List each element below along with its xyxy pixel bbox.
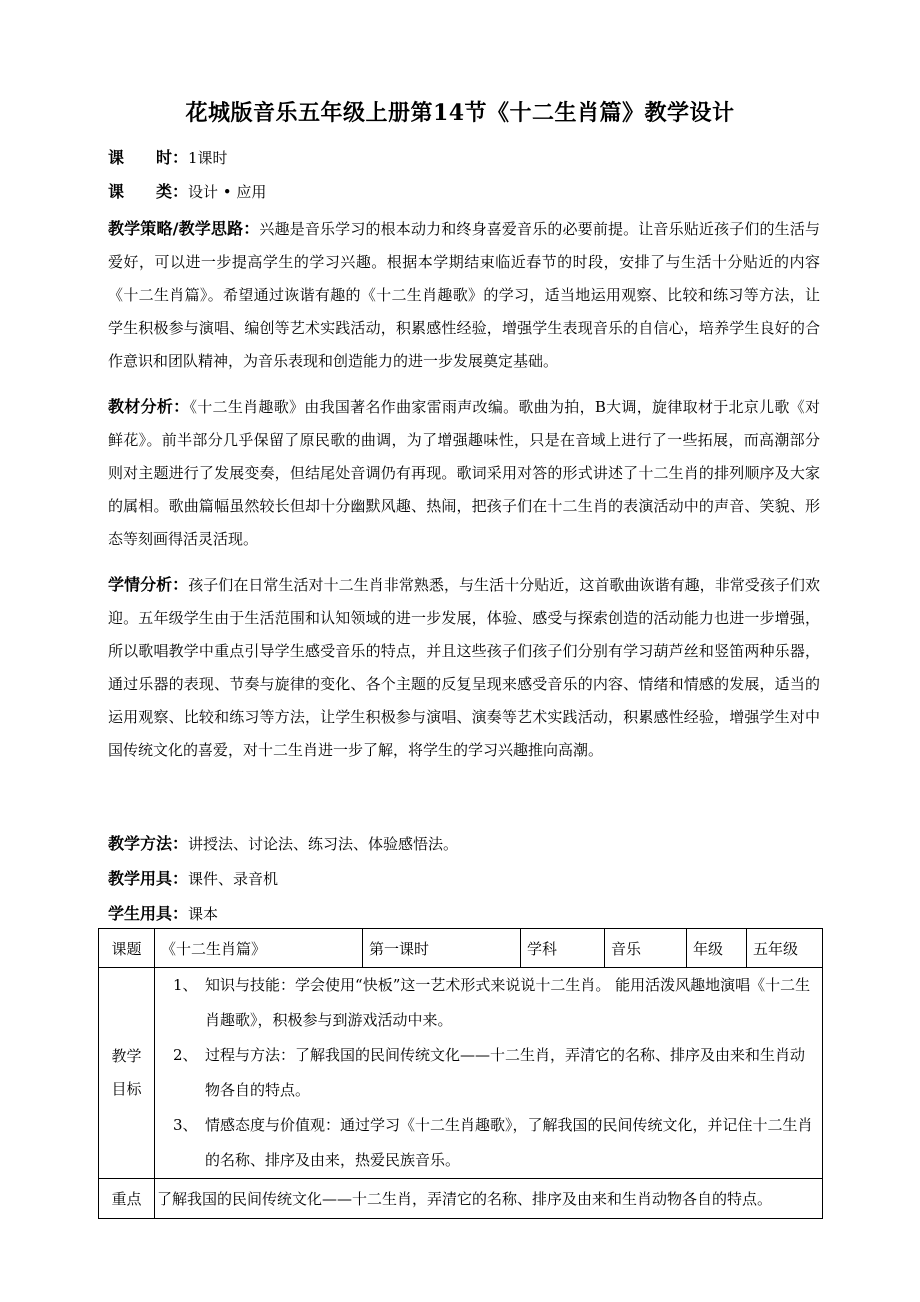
grade-cell: 五年级 xyxy=(747,929,823,968)
teacher-tools-label: 教学用具： xyxy=(108,869,189,888)
methods-text: 讲授法、讨论法、练习法、体验感悟法。 xyxy=(188,835,459,853)
student-tools-text: 课本 xyxy=(188,905,219,923)
goal-item: 3、 情感态度与价值观：通过学习《十二生肖趣歌》，了解我国的民间传统文化，并记住十二生肖的名称、排序及由来，热爱民族音乐。 xyxy=(173,1116,813,1169)
strategy-text: 兴趣是音乐学习的根本动力和终身喜爱音乐的必要前提。让音乐贴近孩子们的生活与爱好，可以进一步提高学生的学习兴趣。根据本学期结束临近春节的时段，安排了与生活十分贴近的内容《十二生肖篇》。希望通过诙谐有趣的《十二生肖趣歌》的学习，适当地运用观察、比较和练习等方法，让学生积极参与演唱、编创等艺术实践活动，积累感性经验，增强学生表现音乐的自信心，培养学生良好的合作意识和团队精神，为音乐表现和创造能力的进一步发展奠定基础。 xyxy=(108,220,820,370)
focus-row xyxy=(99,1179,823,1219)
student-tools-line xyxy=(108,896,820,932)
meta-type xyxy=(108,174,820,210)
meta-type-value: 设计 • 应用 xyxy=(188,183,267,201)
lesson-cell: 第一课时 xyxy=(363,929,521,968)
subject-cell: 音乐 xyxy=(605,929,687,968)
goal-item: 1、 知识与技能：学会使用“快板”这一艺术形式来说说十二生肖。 能用活泼风趣地演唱《十二生肖趣歌》，积极参与到游戏活动中来。 xyxy=(173,976,811,1029)
goal-item: 2、 过程与方法：了解我国的民间传统文化——十二生肖，弄清它的名称、排序及由来和生肖动物各自的特点。 xyxy=(173,1046,806,1099)
topic-cell: 《十二生肖篇》 xyxy=(155,929,363,968)
strategy-label: 教学策略/教学思路： xyxy=(108,219,260,238)
meta-hours xyxy=(108,140,820,176)
table-header-row xyxy=(99,929,823,968)
material-paragraph xyxy=(108,390,820,556)
focus-content-cell: 了解我国的民间传统文化——十二生肖，弄清它的名称、排序及由来和生肖动物各自的特点。 xyxy=(155,1179,823,1219)
focus-label-cell: 重点 xyxy=(99,1179,155,1219)
meta-hours-value: 1课时 xyxy=(188,149,228,167)
goals-label-cell: 教学目标 xyxy=(99,968,155,1179)
goals-content-cell xyxy=(155,968,823,1179)
student-tools-label: 学生用具： xyxy=(108,904,189,923)
students-paragraph xyxy=(108,568,820,767)
students-text: 孩子们在日常生活对十二生肖非常熟悉，与生活十分贴近，这首歌曲诙谐有趣，非常受孩子们欢迎。五年级学生由于生活范围和认知领域的进一步发展，体验、感受与探索创造的活动能力也进一步增强，所以歌唱教学中重点引导学生感受音乐的特点，并且这些孩子们孩子们分别有学习葫芦丝和竖笛两种乐器，通过乐器的表现、节奏与旋律的变化、各个主题的反复呈现来感受音乐的内容、情绪和情感的发展，适当的运用观察、比较和练习等方法，让学生积极参与演唱、演奏等艺术实践活动，积累感性经验，增强学生对中国传统文化的喜爱，对十二生肖进一步了解，将学生的学习兴趣推向高潮。 xyxy=(108,576,820,759)
goals-row xyxy=(99,968,823,1179)
topic-label-cell: 课题 xyxy=(99,929,155,968)
methods-label: 教学方法： xyxy=(108,834,189,853)
material-label: 教材分析： xyxy=(108,397,190,416)
methods-line xyxy=(108,826,820,862)
teacher-tools-line xyxy=(108,861,820,897)
subject-label-cell: 学科 xyxy=(521,929,605,968)
teacher-tools-text: 课件、录音机 xyxy=(188,870,279,888)
students-label: 学情分析： xyxy=(108,575,189,594)
lesson-plan-table xyxy=(98,928,823,1219)
meta-hours-label: 课 时： xyxy=(108,148,189,167)
grade-label-cell: 年级 xyxy=(687,929,747,968)
document-title: 花城版音乐五年级上册第14节《十二生肖篇》教学设计 xyxy=(185,100,735,126)
material-text: 《十二生肖趣歌》由我国著名作曲家雷雨声改编。歌曲为拍，B大调，旋律取材于北京儿歌《对鲜花》。前半部分几乎保留了原民歌的曲调，为了增强趣味性，只是在音域上进行了一些拓展，而高潮部分则对主题进行了发展变奏，但结尾处音调仍有再现。歌词采用对答的形式讲述了十二生肖的排列顺序及大家的属相。歌曲篇幅虽然较长但却十分幽默风趣、热闹，把孩子们在十二生肖的表演活动中的声音、笑貌、形态等刻画得活灵活现。 xyxy=(108,398,820,548)
strategy-paragraph xyxy=(108,212,820,378)
meta-type-label: 课 类： xyxy=(108,182,189,201)
